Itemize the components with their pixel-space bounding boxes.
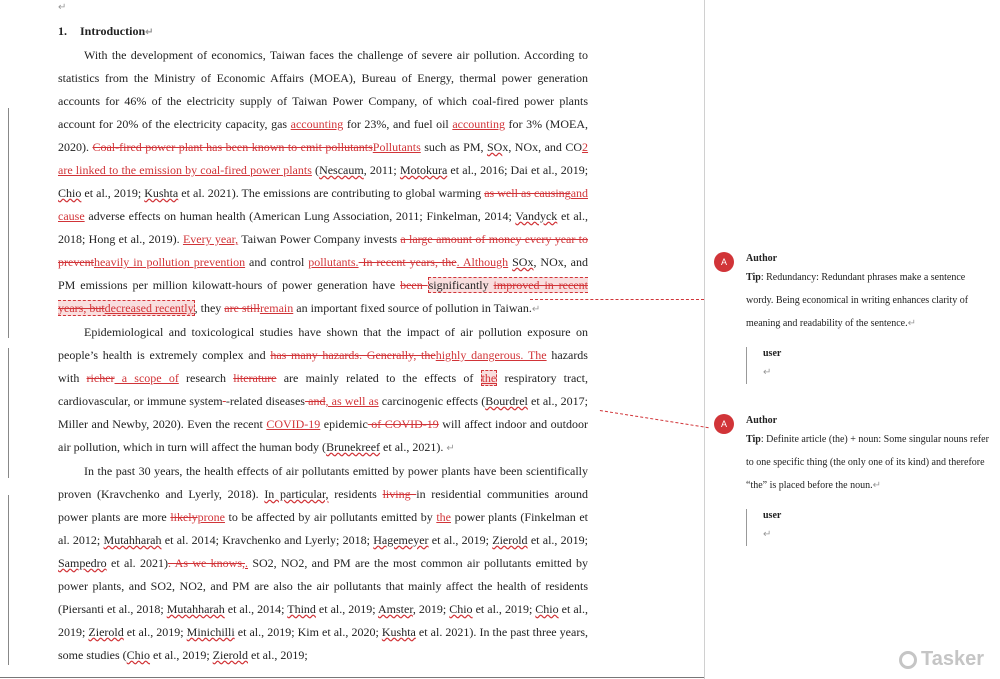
spelling-flag: Chio (535, 602, 559, 616)
pilcrow: ↵ (145, 27, 154, 38)
comment-connector-1 (530, 299, 704, 300)
spelling-flag: SO (486, 140, 503, 154)
section-number: 1. (58, 24, 67, 38)
spelling-flag: Chio (449, 602, 473, 616)
spelling-flag: Bourdrel (485, 394, 528, 408)
deletion: are still (224, 301, 260, 315)
spelling-flag: SOx (512, 255, 534, 269)
deletion: improved in recent years, but (58, 278, 588, 315)
insertion: , as well as (325, 394, 379, 408)
deletion: richer (86, 371, 115, 385)
insertion: decreased recently (104, 301, 194, 315)
spelling-flag: Chio (126, 648, 151, 662)
comment-text: Tip: Redundancy: Redundant phrases make a sentence wordy. Being economical in writing enhances clarity of meaning and readability of the sentence.↵ (746, 272, 969, 329)
spelling-flag: Sampedro (58, 556, 107, 570)
comment-card-2[interactable] (714, 414, 994, 546)
insertion: . (245, 556, 248, 570)
spelling-flag: Minichilli (186, 625, 235, 639)
insertion: Pollutants (372, 140, 421, 154)
tasker-watermark (899, 648, 984, 671)
insertion: Every year, (182, 232, 239, 246)
comment-author: Author (746, 253, 778, 264)
pilcrow: ↵ (446, 443, 455, 454)
change-bar (8, 108, 9, 338)
pilcrow: ↵ (531, 304, 541, 315)
watermark-text: Tasker (920, 648, 984, 670)
insertion: remain (259, 301, 294, 315)
insertion: COVID-19 (266, 417, 321, 431)
document-body[interactable] (58, 20, 588, 667)
paragraph-3[interactable]: In the past 30 years, the health effects of air pollutants emitted by power plants have been scientifically proven (Kravchenko and Lyerly, 2018). In particular, residents living in residential communities around power plants are more likelyprone to be affected by air pollutants emitted by the power plants (Finkelman et al. 2012; Mutahharah et al. 2014; Kravchenko and Lyerly; 2018; Hagemeyer et al., 2019; Zierold et al., 2019; Sampedro et al. 2021). As we knows,. SO2, NO2, and PM are the most common air pollutants emitted by power plants, and SO2, NO2, and PM are also the air pollutants that mainly affect the health of residents (Piersanti et al., 2018; Mutahharah et al., 2014; Thind et al., 2019; Amster, 2019; Chio et al., 2019; Chio et al., 2019; Zierold et al., 2019; Minichilli et al., 2019; Kim et al., 2020; Kushta et al. 2021). In the past three years, some studies (Chio et al., 2019; Zierold et al., 2019; (58, 464, 589, 662)
paragraph-mark-top: ↵ (58, 2, 67, 13)
insertion: 2 are linked to the emission by coal-fired power plants (58, 140, 589, 177)
comment-text: Tip: Definite article (the) + noun: Some singular nouns refer to one specific thing (the only one of its kind) and therefore “the” is placed before the noun.↵ (746, 434, 989, 491)
deletion: living (382, 487, 417, 501)
spelling-flag: Mutahharah (103, 533, 162, 547)
spelling-flag: Amster (377, 602, 413, 616)
section-title: Introduction (80, 24, 146, 38)
comment-anchor-1[interactable]: significantly improved in recent years, butdecreased recently (58, 278, 588, 315)
spelling-flag: Nescaum (319, 163, 364, 177)
comment-card-1[interactable] (714, 252, 994, 384)
deletion: . As we knows, (167, 556, 245, 570)
comment-anchor-2[interactable] (481, 370, 498, 386)
insertion: . Although (456, 255, 509, 269)
spelling-flag: Vandyck (515, 209, 558, 223)
reply-user: user (763, 510, 782, 521)
spelling-flag: Brunekreef (326, 440, 381, 454)
change-bar (8, 495, 9, 665)
insertion: and cause (58, 186, 589, 223)
spelling-flag: Zierold (492, 533, 528, 547)
spelling-flag: Kushta (381, 625, 416, 639)
reply-thread[interactable] (746, 509, 994, 546)
deletion: of COVID-19 (367, 417, 439, 431)
spelling-flag: Zierold (88, 625, 124, 639)
spelling-flag: Thind (287, 602, 316, 616)
insertion: pollutants. (308, 255, 359, 269)
deletion: been (400, 278, 428, 292)
spelling-flag: In particular, (264, 487, 329, 501)
tasker-logo-icon (899, 651, 917, 669)
spelling-flag: Kushta (144, 186, 179, 200)
insertion: the (436, 510, 451, 524)
deletion: In recent years, the (358, 255, 457, 269)
section-heading (58, 20, 588, 44)
insertion: prone (197, 510, 225, 524)
page-bottom-edge (0, 677, 704, 678)
deletion: Coal-fired power plant has been known to emit pollutants (92, 140, 373, 154)
insertion: a scope of (114, 371, 179, 385)
spelling-flag: Chio (58, 186, 82, 200)
deletion: likely (170, 510, 198, 524)
author-avatar: A (714, 252, 734, 272)
insertion: accounting (290, 117, 344, 131)
insertion: highly dangerous. The (435, 348, 547, 362)
change-bar (8, 348, 9, 478)
spelling-flag: Motokura (399, 163, 448, 177)
deletion: has many hazards. Generally, the (270, 348, 436, 362)
insertion: heavily in pollution prevention (93, 255, 246, 269)
reply-input[interactable]: ↵ (763, 367, 772, 378)
paragraph-1[interactable]: With the development of economics, Taiwan faces the challenge of severe air pollution. According to statistics from the Ministry of Economic Affairs (MOEA), Bureau of Energy, thermal power generation accounts for 46% of the electricity supply of Taiwan Power Company, of which coal-fired power plants account for 20% of the electricity capacity, gas accounting for 23%, and fuel oil accounting for 3% (MOEA, 2020). Coal-fired power plant has been known to emit pollutantsPollutants such as PM, SOx, NOx, and CO2 are linked to the emission by coal-fired power plants (Nescaum, 2011; Motokura et al., 2016; Dai et al., 2019; Chio et al., 2019; Kushta et al. 2021). The emissions are contributing to global warming as well as causingand cause adverse effects on human health (American Lung Association, 2011; Finkelman, 2014; Vandyck et al., 2018; Hong et al., 2019). Every year, Taiwan Power Company invests a large amount of money every year to preventheavily in pollution prevention and control pollutants. In recent years, the. Although SOx, NOx, and PM emissions per million kilowatt-hours of power generation have been significantly improved in recent years, butdecreased recently, they are stillremain an important fixed source of pollution in Taiwan.↵ (58, 48, 589, 315)
deletion: and (304, 394, 326, 408)
author-avatar: A (714, 414, 734, 434)
spelling-flag: Hagemeyer (373, 533, 429, 547)
deletion: literature (233, 371, 277, 385)
paragraph-2[interactable]: Epidemiological and toxicological studies have shown that the impact of air pollution exposure on people’s health is extremely complex and has many hazards. Generally, thehighly dangerous. The hazards with richer a scope of research literature are mainly related to the effects of the respiratory tract, cardiovascular, or immune system -related diseases and, as well as carcinogenic effects (Bourdrel et al., 2017; Miller and Newby, 2020). Even the recent COVID-19 epidemic of COVID-19 will affect indoor and outdoor air pollution, which in turn will affect the human body (Brunekreef et al., 2021). ↵ (58, 325, 589, 454)
spelling-flag: Mutahharah (166, 602, 225, 616)
reply-input[interactable]: ↵ (763, 529, 772, 540)
deletion: a large amount of money every year to prevent (58, 232, 589, 269)
insertion: the (481, 371, 497, 385)
insertion: accounting (452, 117, 505, 131)
reply-thread[interactable] (746, 347, 994, 384)
spelling-flag: Zierold (212, 648, 248, 662)
reply-user: user (763, 348, 782, 359)
comment-author: Author (746, 415, 778, 426)
deletion: as well as causing (484, 186, 571, 200)
